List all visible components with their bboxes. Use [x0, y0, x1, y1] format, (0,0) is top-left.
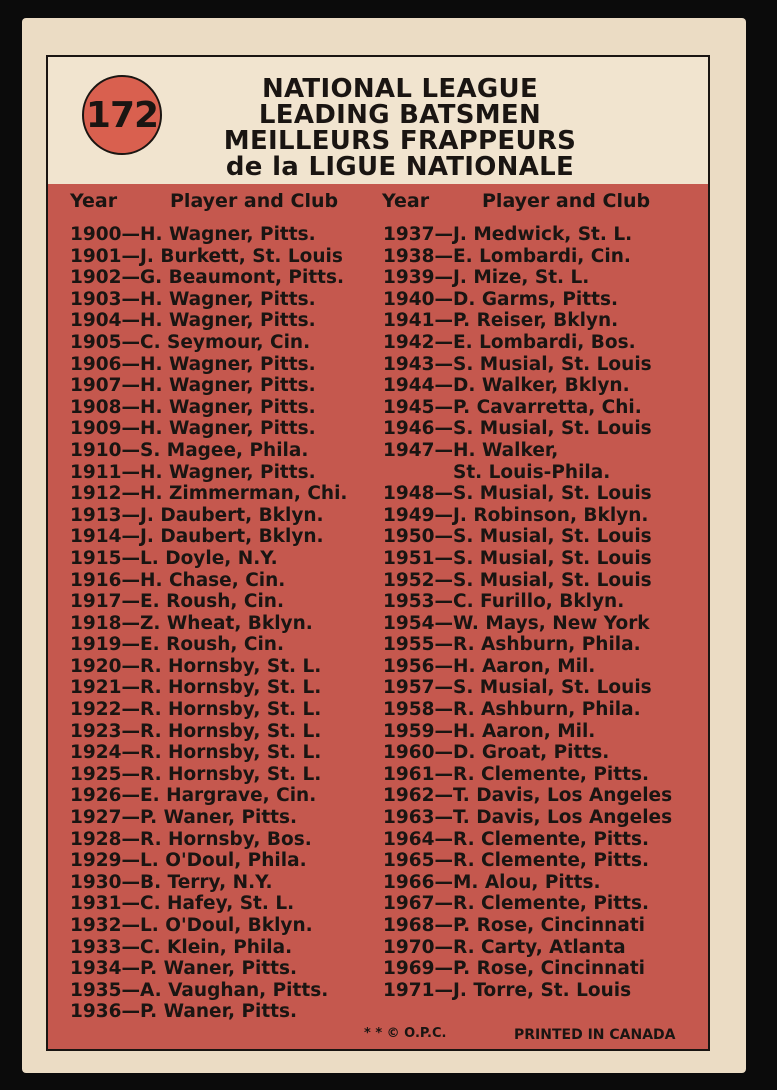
list-item: 1901—J. Burkett, St. Louis [70, 245, 343, 267]
list-item: 1966—M. Alou, Pitts. [383, 871, 601, 893]
right-year-header: Year [382, 190, 430, 212]
list-item: 1905—C. Seymour, Cin. [70, 331, 311, 353]
list-item: 1962—T. Davis, Los Angeles [383, 785, 673, 807]
list-item: 1907—H. Wagner, Pitts. [70, 375, 316, 397]
list-item: 1926—E. Hargrave, Cin. [70, 785, 317, 807]
list-item: 1909—H. Wagner, Pitts. [70, 418, 316, 440]
list-item: 1919—E. Roush, Cin. [70, 634, 284, 656]
list-item: 1935—A. Vaughan, Pitts. [70, 979, 329, 1001]
list-item: 1941—P. Reiser, Bklyn. [383, 310, 619, 332]
list-item: 1959—H. Aaron, Mil. [383, 720, 596, 742]
list-item: 1932—L. O'Doul, Bklyn. [70, 915, 313, 936]
left-year-header: Year [70, 190, 118, 212]
list-item: 1943—S. Musial, St. Louis [383, 353, 652, 375]
list-item: 1969—P. Rose, Cincinnati [383, 958, 646, 980]
list-item: 1940—D. Garms, Pitts. [383, 288, 618, 310]
list-item: 1957—S. Musial, St. Louis [383, 677, 652, 699]
list-item: 1931—C. Hafey, St. L. [70, 893, 295, 915]
list-item: 1933—C. Klein, Phila. [70, 936, 293, 958]
list-item: 1911—H. Wagner, Pitts. [70, 461, 316, 483]
list-item: 1930—B. Terry, N.Y. [70, 871, 273, 893]
right-column-list [383, 224, 672, 1001]
list-item: 1924—R. Hornsby, St. L. [70, 742, 322, 764]
copyright-text: * * © O.P.C. [364, 1026, 447, 1041]
list-item: 1917—E. Roush, Cin. [70, 591, 284, 613]
list-item: 1904—H. Wagner, Pitts. [70, 310, 316, 332]
list-item: 1950—S. Musial, St. Louis [383, 526, 652, 548]
list-item: 1927—P. Waner, Pitts. [70, 807, 298, 829]
list-item: 1967—R. Clemente, Pitts. [383, 893, 649, 915]
list-item: 1913—J. Daubert, Bklyn. [70, 504, 324, 526]
list-item: 1971—J. Torre, St. Louis [383, 979, 632, 1001]
list-item: 1906—H. Wagner, Pitts. [70, 353, 316, 375]
list-item: 1942—E. Lombardi, Bos. [383, 331, 636, 353]
list-item: 1958—R. Ashburn, Phila. [383, 699, 641, 721]
list-item: 1964—R. Clemente, Pitts. [383, 828, 649, 850]
list-item: 1963—T. Davis, Los Angeles [383, 807, 673, 829]
list-item: 1915—L. Doyle, N.Y. [70, 547, 278, 569]
list-item: 1970—R. Carty, Atlanta [383, 936, 626, 958]
list-item: 1944—D. Walker, Bklyn. [383, 375, 630, 397]
list-item: 1921—R. Hornsby, St. L. [70, 677, 322, 699]
list-item: 1903—H. Wagner, Pitts. [70, 288, 316, 310]
printed-in-text: PRINTED IN CANADA [514, 1027, 676, 1043]
list-item: St. Louis-Phila. [453, 461, 611, 483]
list-item: 1923—R. Hornsby, St. L. [70, 720, 322, 742]
list-item: 1925—R. Hornsby, St. L. [70, 763, 322, 785]
card-title [215, 76, 585, 180]
list-item: 1920—R. Hornsby, St. L. [70, 655, 322, 677]
list-item: 1949—J. Robinson, Bklyn. [383, 504, 649, 526]
right-player-header: Player and Club [482, 190, 651, 212]
list-item: 1929—L. O'Doul, Phila. [70, 850, 307, 872]
list-item: 1908—H. Wagner, Pitts. [70, 396, 316, 418]
list-item: 1916—H. Chase, Cin. [70, 569, 286, 591]
list-item: 1960—D. Groat, Pitts. [383, 742, 610, 764]
list-item: 1912—H. Zimmerman, Chi. [70, 483, 348, 505]
list-item: 1947—H. Walker, [383, 439, 559, 461]
list-item: 1952—S. Musial, St. Louis [383, 569, 652, 591]
title-line-2: LEADING BATSMEN [258, 100, 542, 130]
list-item: 1954—W. Mays, New York [383, 612, 650, 634]
list-item: 1922—R. Hornsby, St. L. [70, 699, 322, 721]
list-item: 1937—J. Medwick, St. L. [383, 224, 633, 245]
card-number-badge: 172 [82, 75, 162, 155]
list-item: 1936—P. Waner, Pitts. [70, 1001, 298, 1023]
list-item: 1948—S. Musial, St. Louis [383, 483, 652, 505]
left-column-list [70, 224, 347, 1023]
title-line-1: NATIONAL LEAGUE [261, 74, 539, 104]
list-item: 1956—H. Aaron, Mil. [383, 655, 596, 677]
title-line-4: de la LIGUE NATIONALE [225, 152, 575, 182]
list-item: 1965—R. Clemente, Pitts. [383, 850, 649, 872]
list-item: 1945—P. Cavarretta, Chi. [383, 396, 642, 418]
left-player-header: Player and Club [170, 190, 339, 212]
list-item: 1902—G. Beaumont, Pitts. [70, 267, 345, 289]
list-item: 1938—E. Lombardi, Cin. [383, 245, 631, 267]
title-line-3: MEILLEURS FRAPPEURS [223, 126, 577, 156]
list-item: 1910—S. Magee, Phila. [70, 439, 309, 461]
list-item: 1934—P. Waner, Pitts. [70, 958, 298, 980]
list-item: 1961—R. Clemente, Pitts. [383, 763, 649, 785]
list-item: 1955—R. Ashburn, Phila. [383, 634, 641, 656]
list-item: 1900—H. Wagner, Pitts. [70, 224, 316, 245]
list-item: 1928—R. Hornsby, Bos. [70, 828, 312, 850]
list-item: 1939—J. Mize, St. L. [383, 267, 590, 289]
list-item: 1968—P. Rose, Cincinnati [383, 915, 646, 936]
list-item: 1918—Z. Wheat, Bklyn. [70, 612, 313, 634]
list-item: 1946—S. Musial, St. Louis [383, 418, 652, 440]
list-item: 1953—C. Furillo, Bklyn. [383, 591, 625, 613]
list-item: 1914—J. Daubert, Bklyn. [70, 526, 324, 548]
list-item: 1951—S. Musial, St. Louis [383, 547, 652, 569]
